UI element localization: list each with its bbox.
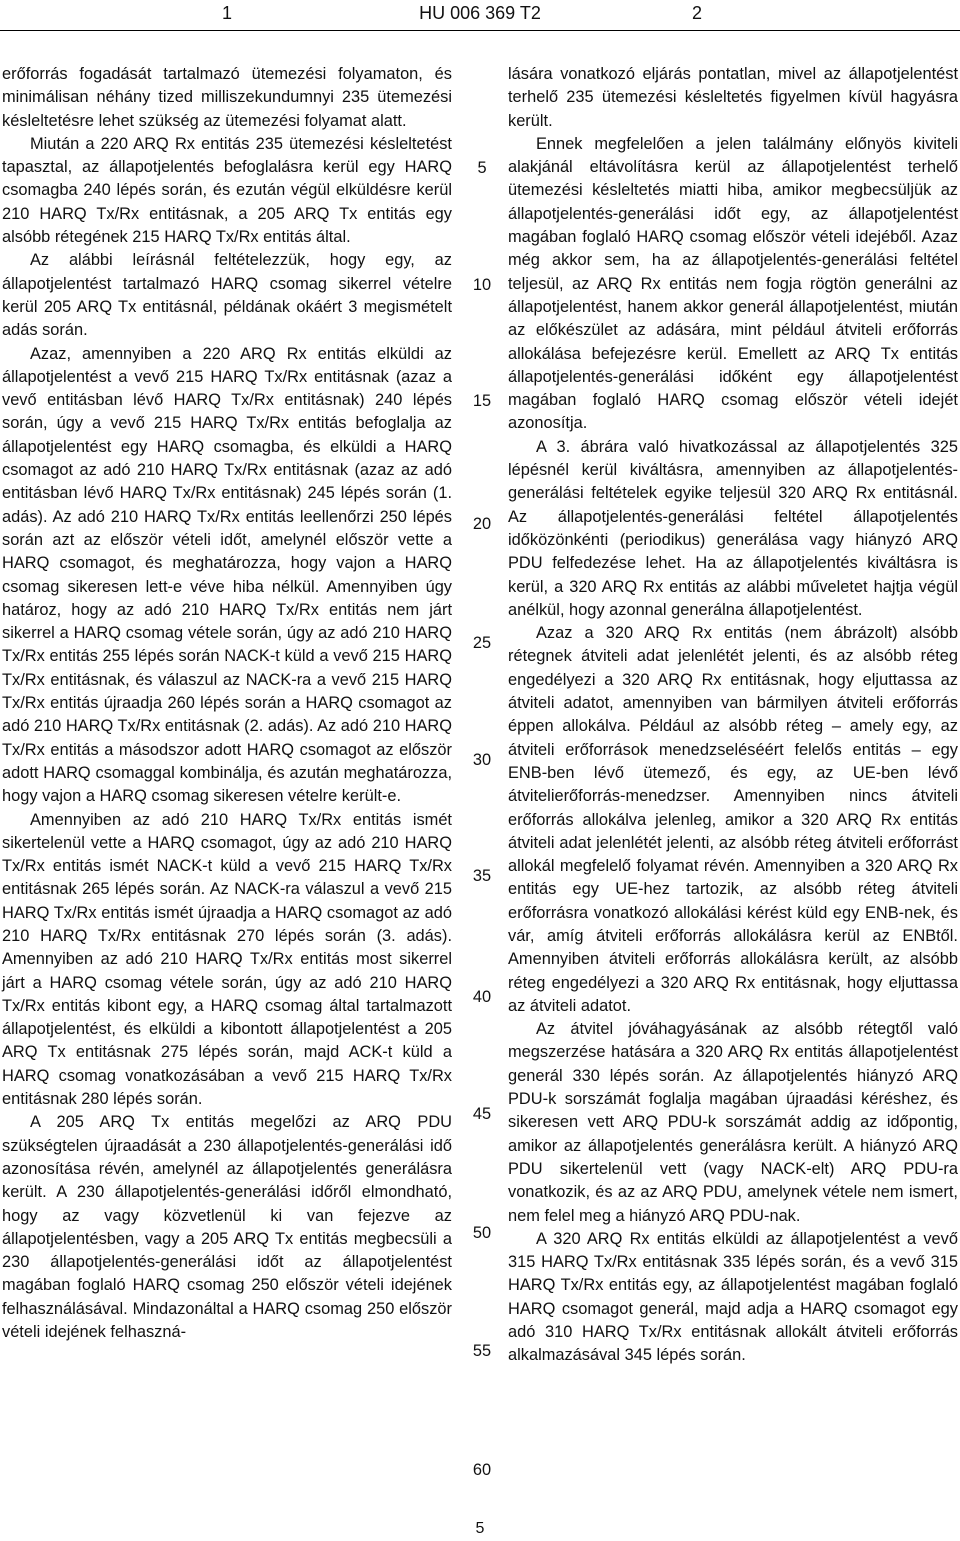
line-number: 15 (472, 392, 492, 410)
line-number: 55 (472, 1342, 492, 1360)
paragraph: A 320 ARQ Rx entitás elküldi az állapotjelentést a vevő 315 HARQ Tx/Rx entitásnak 335 lépés során, és a vevő 315 HARQ Tx/Rx entitás egy, az állapotjelentést magában foglaló HARQ csomagot generál, majd adja a HARQ csomagot egy adó 310 HARQ Tx/Rx entitásnak allokált átviteli erőforrás alkalmazásával 345 lépés során. (508, 1229, 958, 1365)
paragraph: Az alábbi leírásnál feltételezzük, hogy egy, az állapotjelentést tartalmazó HARQ csomag sikerrel vételre kerül 205 ARQ Tx entitásnál, példának okáért 3 megismételt adás során. (2, 251, 452, 340)
footer-page-number: 5 (475, 1520, 485, 1537)
header-rule (0, 30, 960, 31)
paragraph: A 3. ábrára való hivatkozással az állapotjelentés 325 lépésnél kerül kiváltásra, amennyiben az állapotjelentés-generálási feltételek egyike teljesül 320 ARQ Rx entitásnál. Az állapotjelentés-generálási feltétel állapotjelentés időközönkénti (periodikus) generálása vagy hiányzó ARQ PDU felfedezése lehet. Ha az állapotjelentés kiváltásra is kerül, a 320 ARQ Rx entitás az alábbi műveletet hajtja végül anélkül, hogy azonnal generálna állapotjelentést. (508, 437, 958, 619)
right-column (508, 63, 958, 1368)
paragraph: Azaz a 320 ARQ Rx entitás (nem ábrázolt) alsóbb rétegnek átviteli adat jelenlétét jelenti, és az alsóbb réteg engedélyezi a 320 ARQ Rx entitásnak, hogy eljuttassa az átviteli adatot, amennyiben van bármilyen átviteli erőforrás éppen allokálva. Például az alsóbb réteg – amely egy, az átviteli erőforrások menedzseléséért felelős entitás – egy ENB-ben lévő ütemező, és egy, az UE-ben lévő átvitelierőforrás-menedzser. Amennyiben nincs átviteli erőforrás allokálva jelenleg, amikor a 320 ARQ Rx entitás átviteli adat jelenlétét jelenti, az alsóbb réteg átviteli erőforrást allokál megfelelő folyamat révén. Amennyiben a 320 ARQ Rx entitás egy UE-hez tartozik, az alsóbb réteg átviteli erőforrásra vonatkozó allokálási kérést küld egy ENB-nek, és vár, amíg átviteli erőforrás allokálásra kerül az ENBtől. Amennyiben átviteli erőforrás allokálásra került, az alsóbb réteg engedélyezi a 320 ARQ Rx entitásnak, hogy eljuttassa az átviteli adatot. (508, 624, 958, 1015)
paragraph: A 205 ARQ Tx entitás megelőzi az ARQ PDU szükségtelen újraadását a 230 állapotjelentés-generálási idő azonosítása révén, amelynél az állapotjelentés generálásra került. A 230 állapotjelentés-generálási időről elmondható, hogy az vagy közvetlenül ki van fejezve az állapotjelentésben, vagy a 205 ARQ Tx entitás megbecsüli a 230 állapotjelentés-generálási időt az állapotjelentést magában foglaló HARQ csomag 250 először vételi idejének felhasználásával. Mindazonáltal a HARQ csomag 250 először vételi idejének felhaszná- (2, 1113, 452, 1342)
paragraph: Azaz, amennyiben a 220 ARQ Rx entitás elküldi az állapotjelentést a vevő 215 HARQ Tx/Rx entitásnak (azaz a vevő entitásban lévő HARQ Tx/Rx entitásnak) 240 lépés során, úgy a vevő 215 HARQ Tx/Rx entitás befoglalja az állapotjelentést egy HARQ csomagba, és elküldi a HARQ csomagot az adó 210 HARQ Tx/Rx entitásnak (azaz az adó entitásban lévő HARQ Tx/Rx entitásnak) 245 lépés során (1. adás). Az adó 210 HARQ Tx/Rx entitás leellenőrzi 250 lépés során azt az először vételi időt, amelynél először vette a HARQ csomagot, és meghatározza, hogy vajon a HARQ csomag sikeresen lett-e véve hiba nélkül. Amennyiben úgy határoz, hogy az adó 210 HARQ Tx/Rx entitás nem járt sikerrel a HARQ csomag vétele során, úgy az adó 210 HARQ Tx/Rx entitás 255 lépés során NACK-t küld a vevő 215 HARQ Tx/Rx entitásnak, és válaszul az NACK-ra a vevő 215 HARQ Tx/Rx entitás újraadja 260 lépés során a HARQ csomagot az adó 210 HARQ Tx/Rx entitásnak (2. adás). Az adó 210 HARQ Tx/Rx entitás a másodszor adott HARQ csomagot az először adott HARQ csomaggal kombinálja, és azután meghatározza, hogy vajon a HARQ csomag sikeresen vételre került-e. (2, 344, 452, 806)
line-number: 25 (472, 634, 492, 652)
line-number: 40 (472, 988, 492, 1006)
paragraph: Az átvitel jóváhagyásának az alsóbb rétegtől való megszerzése hatására a 320 ARQ Rx entitás állapotjelentést generál 330 lépés során. Az állapotjelentés hiányzó ARQ PDU-k sorszámát foglalja magában újraadási kéréshez, és sikeresen vett ARQ PDU-k sorszámát addig az időpontig, amikor az állapotjelentés generálásra került. A hiányzó ARQ PDU sikertelenül vett (vagy NACK-elt) ARQ PDU-ra vonatkozik, és az az ARQ PDU, amelynek vétele nem ismert, nem felel meg a hiányzó ARQ PDU-nak. (508, 1020, 958, 1225)
line-number: 50 (472, 1224, 492, 1242)
line-number: 30 (472, 751, 492, 769)
line-number: 20 (472, 515, 492, 533)
paragraph: Ennek megfelelően a jelen találmány előnyös kiviteli alakjánál eltávolításra kerül az állapotjelentést terhelő ütemezési késleltetés miatti hiba, amikor megbecsüljük az állapotjelentés-generálási időt egy, az állapotjelentést magában foglaló HARQ csomag először vételi idejéből. Azaz még akkor sem, ha az állapotjelentés-generálási feltétel teljesül, az ARQ Rx entitás nem fogja rögtön generálni az állapotjelentést, hanem akkor generál állapotjelentést, miután az előkészület az adására, mint például átviteli erőforrás allokálása befejezésre kerül. Emellett az ARQ Tx entitás állapotjelentés-generálási időként egy állapotjelentést magában foglaló HARQ csomag először vételi idejét azonosítja. (508, 134, 958, 433)
paragraph: Amennyiben az adó 210 HARQ Tx/Rx entitás ismét sikertelenül vette a HARQ csomagot, úgy az adó 210 HARQ Tx/Rx entitás ismét NACK-t küld a vevő 215 HARQ Tx/Rx entitásnak 265 lépés során. Az NACK-ra válaszul a vevő 215 HARQ Tx/Rx entitás ismét újraadja a HARQ csomagot az adó 210 HARQ Tx/Rx entitásnak 270 lépés során (3. adás). Amennyiben az adó 210 HARQ Tx/Rx entitás most sikerrel járt a HARQ csomag vétele során, úgy az adó 210 HARQ Tx/Rx entitás kibont egy, a HARQ csomag által tartalmazott állapotjelentést, és elküldi a kibontott állapotjelentést a 205 ARQ Tx entitásnak 275 lépés során, majd ACK-t küld a HARQ csomag vonatkozásában a vevő 215 HARQ Tx/Rx entitásnak 280 lépés során. (2, 810, 452, 1109)
paragraph: erőforrás fogadását tartalmazó ütemezési folyamaton, és minimálisan néhány tized milliszekundumnyi 235 ütemezési késleltetésre lehet szükség az ütemezési folyamat alatt. (2, 65, 452, 130)
left-column (2, 63, 452, 1344)
line-number: 35 (472, 867, 492, 885)
line-number: 45 (472, 1105, 492, 1123)
document-id: HU 006 369 T2 (419, 3, 541, 23)
right-page-number: 2 (692, 3, 703, 23)
line-number: 10 (472, 276, 492, 294)
line-number: 5 (477, 159, 487, 177)
paragraph: lására vonatkozó eljárás pontatlan, mivel az állapotjelentést terhelő 235 ütemezési késleltetés figyelmen kívül hagyásra került. (508, 65, 958, 130)
left-page-number: 1 (222, 3, 233, 23)
line-number: 60 (472, 1461, 492, 1479)
paragraph: Miután a 220 ARQ Rx entitás 235 ütemezési késleltetést tapasztal, az állapotjelentés befoglalásra kerül egy HARQ csomagba 240 lépés során, és ezután végül elküldésre kerül 210 HARQ Tx/Rx entitásnak, a 205 ARQ Tx entitás egy alsóbb rétegének 215 HARQ Tx/Rx entitás által. (2, 134, 452, 247)
